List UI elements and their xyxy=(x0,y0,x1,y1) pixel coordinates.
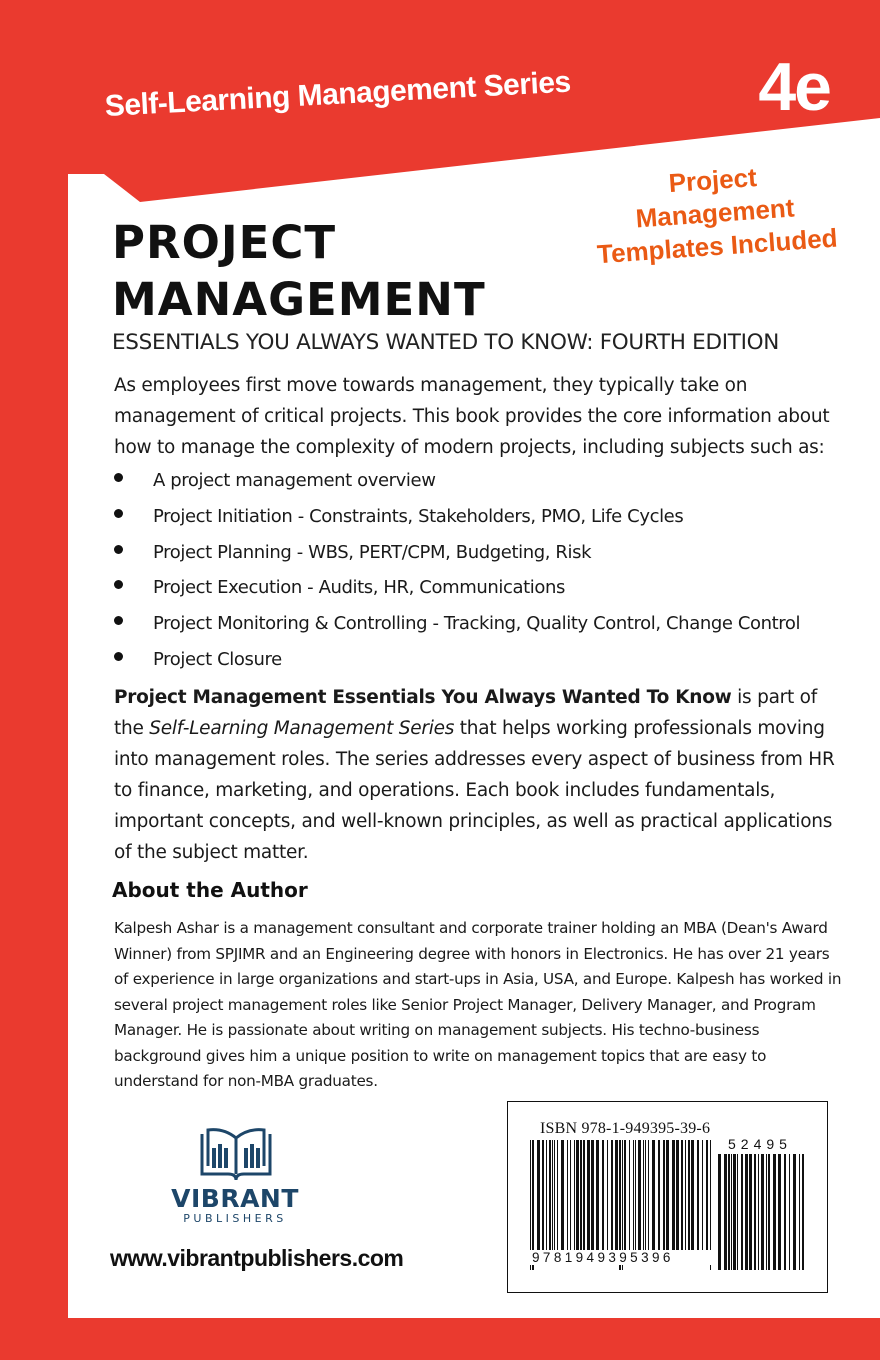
open-book-logo-icon xyxy=(198,1126,274,1184)
topic-list xyxy=(114,466,834,681)
publisher-website: www.vibrantpublishers.com xyxy=(110,1245,404,1271)
series-paragraph: Project Management Essentials You Always Wanted To Know is part of the Self-Learning Management Series that helps working professionals moving into management roles. The series addresses every aspect of business from HR to finance, marketing, and operations. Each book includes fundamentals, important concepts, and well-known principles, as well as practical applications of the subject matter. xyxy=(114,687,835,863)
bullet-icon xyxy=(114,616,123,625)
title-line-1: PROJECT xyxy=(112,216,337,269)
templates-callout xyxy=(577,155,853,273)
intro-paragraph: As employees first move towards management, they typically take on management of critical projects. This book provides the core information about how to manage the complexity of modern projects, including subjects such as: xyxy=(114,375,830,458)
bullet-icon xyxy=(114,509,123,518)
price-code: 52495 xyxy=(728,1136,792,1152)
bullet-icon xyxy=(114,652,123,661)
title-line-2: MANAGEMENT xyxy=(112,273,486,326)
isbn-barcode xyxy=(507,1101,828,1293)
callout-line: Project xyxy=(667,162,758,199)
book-subtitle: ESSENTIALS YOU ALWAYS WANTED TO KNOW: FOURTH EDITION xyxy=(112,330,780,355)
publisher-subtitle: PUBLISHERS xyxy=(183,1212,287,1225)
isbn-label: ISBN 978-1-949395-39-6 xyxy=(540,1120,711,1137)
list-item: Project Execution - Audits, HR, Communications xyxy=(114,573,834,609)
list-item: Project Initiation - Constraints, Stakeholders, PMO, Life Cycles xyxy=(114,502,834,538)
series-title: Self-Learning Management Series xyxy=(104,65,572,123)
author-heading: About the Author xyxy=(112,878,308,902)
list-item: A project management overview xyxy=(114,466,834,502)
list-item: Project Monitoring & Controlling - Tracking, Quality Control, Change Control xyxy=(114,609,834,645)
book-name-bold: Project Management Essentials You Always Wanted To Know xyxy=(114,687,732,708)
bullet-icon xyxy=(114,580,123,589)
bullet-icon xyxy=(114,473,123,482)
book-title xyxy=(112,214,486,328)
edition-badge: 4e xyxy=(758,49,830,125)
barcode-addon-icon xyxy=(716,1154,806,1270)
series-name-italic: Self-Learning Management Series xyxy=(149,718,455,739)
callout-line: Templates Included xyxy=(596,222,839,270)
barcode-digits: 9781949395396 xyxy=(528,1250,716,1265)
list-item: Project Closure xyxy=(114,645,834,681)
callout-line: Management xyxy=(634,192,796,234)
bullet-icon xyxy=(114,545,123,554)
list-item: Project Planning - WBS, PERT/CPM, Budgeting, Risk xyxy=(114,538,834,574)
author-bio: Kalpesh Ashar is a management consultant and corporate trainer holding an MBA (Dean's Award Winner) from SPJIMR and an Engineering degree with honors in Electronics. He has over 21 years of experience in large organizations and start-ups in Asia, USA, and Europe. Kalpesh has worked in several project management roles like Senior Project Manager, Delivery Manager, and Program Manager. He is passionate about writing on management subjects. His techno-business background gives him a unique position to write on management topics that are easy to understand for non-MBA graduates. xyxy=(114,919,842,1090)
publisher-name: VIBRANT xyxy=(171,1184,299,1213)
